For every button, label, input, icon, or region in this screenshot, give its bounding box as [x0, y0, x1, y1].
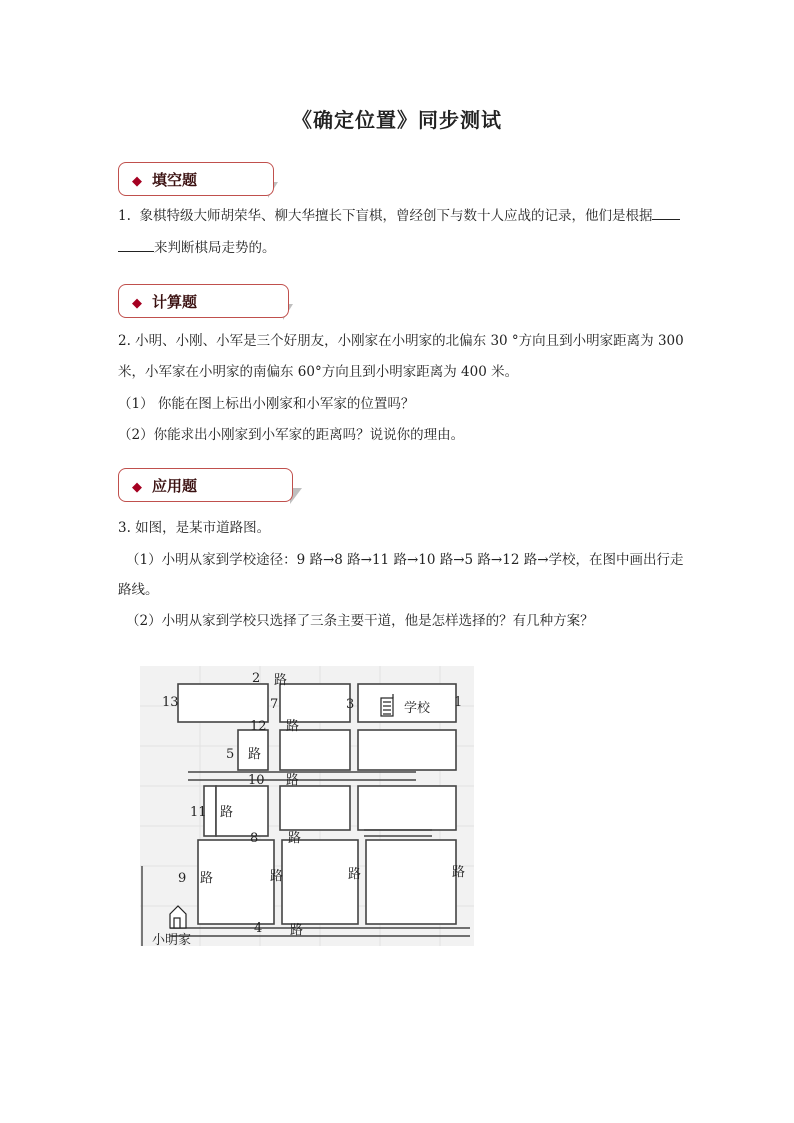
road-label-right-lu: 路	[452, 865, 466, 880]
question-3-line-1: 3. 如图，是某市道路图。	[118, 520, 271, 536]
road-label-9-lu: 路	[200, 871, 214, 886]
question-3-sub-1-line-1: （1）小明从家到学校途径：9 路→8 路→11 路→10 路→5 路→12 路→学校，在图中画出行走	[126, 552, 684, 568]
road-label-11: 11	[190, 805, 207, 820]
road-label-2: 2	[252, 671, 261, 686]
block-center-mid	[280, 786, 350, 830]
road-label-8-lu: 路	[288, 831, 302, 846]
road-label-center-lu: 路	[348, 867, 362, 882]
block-top-left	[178, 684, 268, 722]
question-2-line-2: 米，小军家在小明家的南偏东 60°方向且到小明家距离为 400 米。	[118, 364, 519, 380]
answer-blank-cont[interactable]	[118, 239, 154, 252]
question-1-text: 象棋特级大师胡荣华、柳大华擅长下盲棋，曾经创下与数十人应战的记录，他们是根据	[139, 208, 653, 224]
road-label-9: 9	[178, 871, 187, 886]
diamond-icon: ◆	[132, 296, 142, 311]
section-label-app: 应用题	[152, 477, 198, 495]
page-title: 《确定位置》同步测试	[292, 108, 502, 132]
road-label-10: 10	[248, 773, 265, 788]
block-bottom-right	[366, 840, 456, 924]
road-label-1: 1	[454, 695, 463, 710]
question-2-sub-2: （2）你能求出小刚家到小军家的距离吗？说说你的理由。	[118, 427, 465, 443]
block-right-mid	[358, 786, 456, 830]
road-map	[140, 666, 474, 946]
school-label: 学校	[404, 701, 431, 716]
question-2-sub-1: （1） 你能在图上标出小刚家和小军家的位置吗？	[118, 396, 415, 412]
road-label-11-lu: 路	[220, 805, 234, 820]
road-label-2-lu: 路	[274, 673, 288, 688]
road-label-13: 13	[162, 695, 179, 710]
road-label-5: 5	[226, 747, 235, 762]
block-top-mid	[280, 684, 350, 722]
diamond-icon: ◆	[132, 480, 142, 495]
home-icon	[170, 906, 186, 928]
question-1-line-1: 1. 象棋特级大师胡荣华、柳大华擅长下盲棋，曾经创下与数十人应战的记录，他们是根据	[118, 206, 678, 226]
road-label-12-lu: 路	[286, 719, 300, 734]
question-3-sub-2: （2）小明从家到学校只选择了三条主要干道，他是怎样选择的？有几种方案？	[126, 613, 594, 629]
question-3-sub-1-line-2: 路线。	[118, 582, 159, 598]
road-label-7: 7	[270, 697, 279, 712]
section-header-calc	[118, 284, 293, 320]
diamond-icon: ◆	[132, 174, 142, 189]
section-header-app	[118, 468, 303, 504]
section-label-fill: 填空题	[152, 171, 198, 189]
road-label-10-lu: 路	[286, 773, 300, 788]
block-bottom-center	[282, 840, 358, 924]
road-label-8: 8	[250, 831, 259, 846]
question-2-line-1: 2. 小明、小刚、小军是三个好朋友，小刚家在小明家的北偏东 30 °方向且到小明家距离为 300	[118, 333, 684, 349]
block-center-top	[280, 730, 350, 770]
road-label-4: 4	[254, 921, 263, 936]
answer-blank[interactable]	[652, 207, 680, 220]
block-right-top	[358, 730, 456, 770]
road-label-mid-lu: 路	[270, 869, 284, 884]
road-label-12: 12	[250, 719, 267, 734]
question-1-text-2: 来判断棋局走势的。	[154, 240, 276, 256]
question-1-line-2	[118, 238, 678, 258]
section-label-calc: 计算题	[152, 293, 198, 311]
road-label-3: 3	[346, 697, 355, 712]
road-label-4-lu: 路	[290, 923, 304, 938]
home-label: 小明家	[152, 933, 192, 946]
road-label-5-lu: 路	[248, 747, 262, 762]
section-header-fill	[118, 162, 278, 198]
